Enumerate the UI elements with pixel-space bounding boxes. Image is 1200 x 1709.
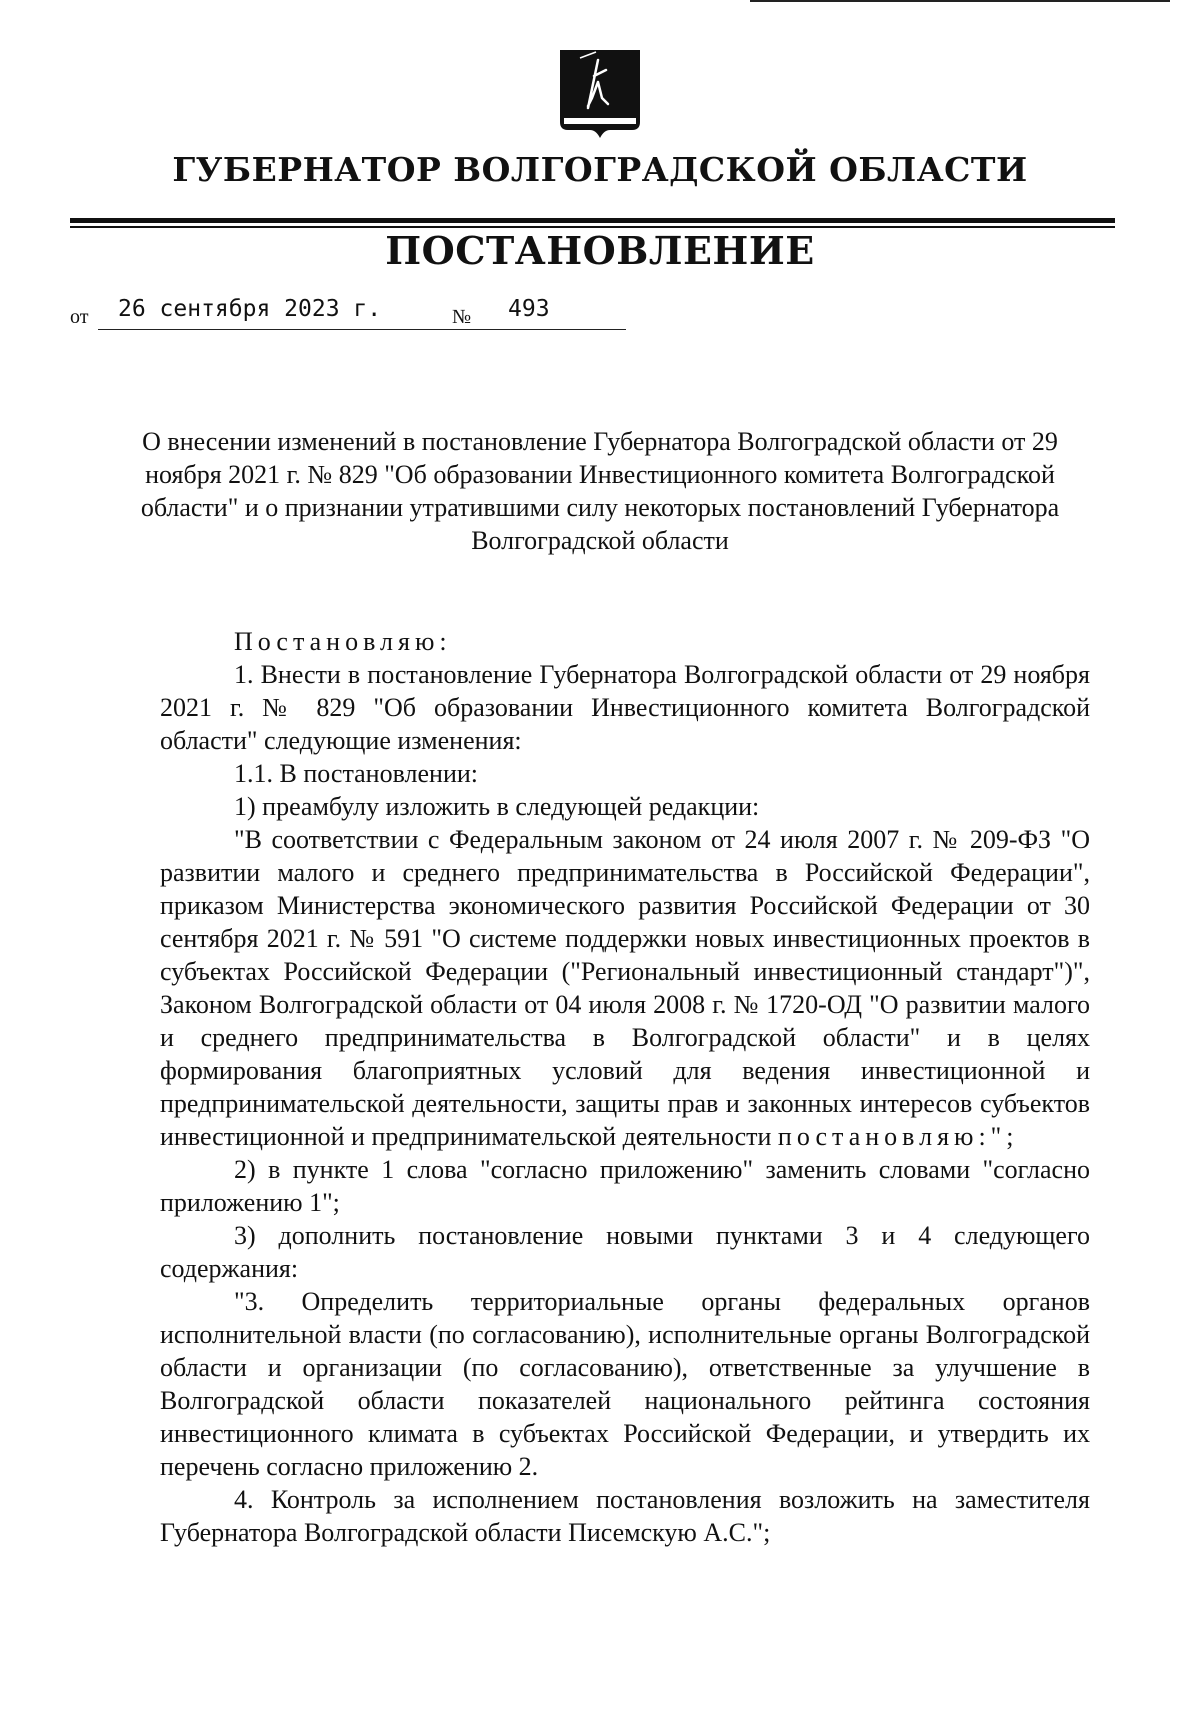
date-prefix: от [70,306,89,328]
document-type: ПОСТАНОВЛЕНИЕ [385,228,815,273]
coat-of-arms-emblem [558,48,642,144]
preamble-quote [160,823,1090,1153]
document-date: 26 сентября 2023 г. [118,296,382,322]
document-body [160,625,1090,1549]
paragraph-1: 1. Внести в постановление Губернатора Волгоградской области от 29 ноября 2021 г. № 829 "Об образовании Инвестиционного комитета Волгоградской области" следующие изменения: [160,660,1090,755]
document-number: 493 [508,296,550,322]
header-rule-thick [70,218,1115,223]
new-item-4: 4. Контроль за исполнением постановления возложить на заместителя Губернатора Волгоградской области Писемскую А.С."; [160,1485,1090,1547]
paragraph-1-1: 1.1. В постановлении: [234,759,478,788]
date-underline [98,329,510,330]
document-meta [70,296,710,336]
number-underline [480,329,626,330]
subparagraph-2: 2) в пункте 1 слова "согласно приложению" заменить словами "согласно приложению 1"; [160,1155,1090,1217]
subparagraph-3: 3) дополнить постановление новыми пунктами 3 и 4 следующего содержания: [160,1221,1090,1283]
issuing-authority: ГУБЕРНАТОР ВОЛГОГРАДСКОЙ ОБЛАСТИ [172,150,1028,189]
preamble-quote-end: постановляю:"; [777,1122,1019,1151]
number-prefix: № [452,306,472,328]
resolve-line: Постановляю: [234,627,452,656]
document-title: О внесении изменений в постановление Губернатора Волгоградской области от 29 ноября 2021 г. № 829 "Об образовании Инвестиционного комитета Волгоградской области" и о признании утратившими силу некоторых постановлений Губернатора Волгоградской области [140,427,1060,555]
top-edge-rule [750,0,1170,2]
preamble-quote-text: "В соответствии с Федеральным законом от 24 июля 2007 г. № 209-ФЗ "О развитии малого и среднего предпринимательства в Российской Федерации", приказом Министерства экономического развития Российской Федерации от 30 сентября 2021 г. № 591 "О системе поддержки новых инвестиционных проектов в субъектах Российской Федерации ("Региональный инвестиционный стандарт")", Законом Волгоградской области от 04 июля 2008 г. № 1720-ОД "О развитии малого и среднего предпринимательства в Волгоградской области" и в целях формирования благоприятных условий для ведения инвестиционной и предпринимательской деятельности, защиты прав и законных интересов субъектов инвестиционной и предпринимательской деятельности [160,825,1090,1151]
new-item-3: "3. Определить территориальные органы федеральных органов исполнительной власти (по согласованию), исполнительные органы Волгоградской области и организации (по согласованию), ответственные за улучшение в Волгоградской области показателей национального рейтинга состояния инвестиционного климата в субъектах Российской Федерации, и утвердить их перечень согласно приложению 2. [160,1287,1090,1481]
subparagraph-1: 1) преамбулу изложить в следующей редакции: [234,792,760,821]
